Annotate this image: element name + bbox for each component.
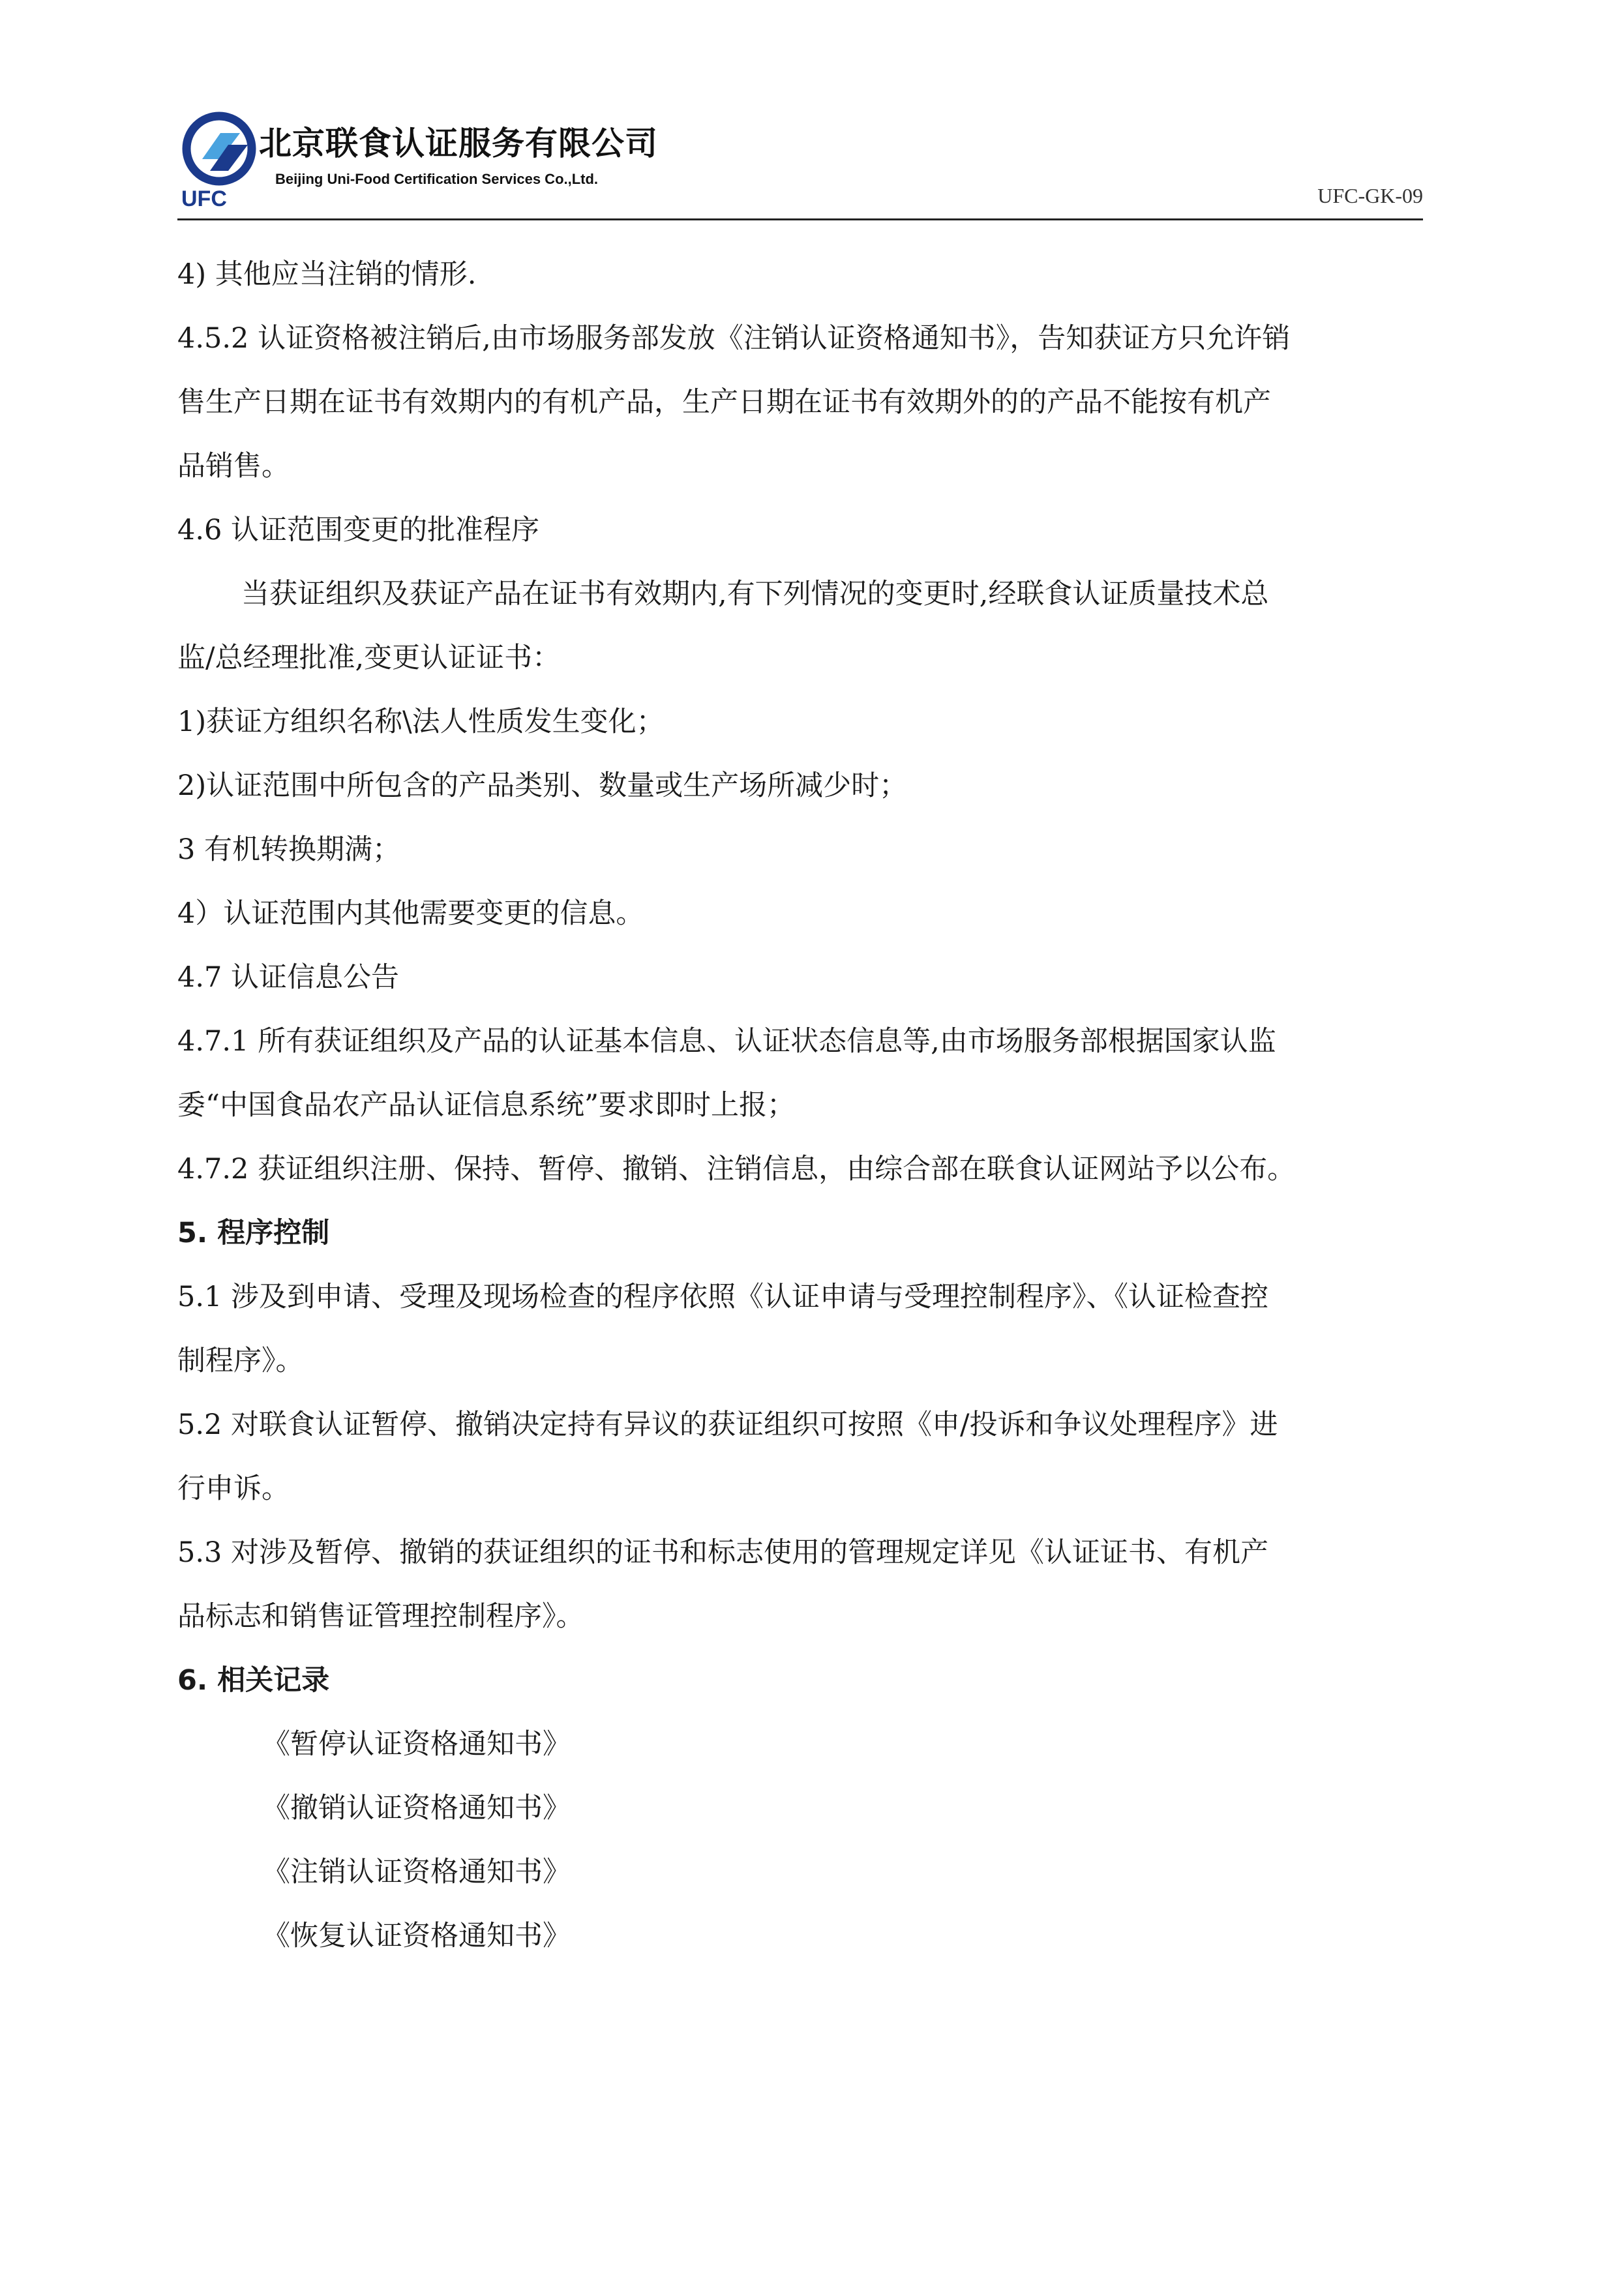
record-item: 《撤销认证资格通知书》	[262, 1792, 571, 1825]
logo-text: UFC	[181, 186, 227, 209]
paragraph-line: 售生产日期在证书有效期内的有机产品，生产日期在证书有效期外的的产品不能按有机产	[177, 386, 1271, 419]
paragraph-line: 当获证组织及获证产品在证书有效期内,有下列情况的变更时,经联食认证质量技术总	[241, 578, 1269, 610]
paragraph-line: 4.7.1 所有获证组织及产品的认证基本信息、认证状态信息等,由市场服务部根据国家认监	[177, 1025, 1276, 1058]
paragraph-line: 行申诉。	[177, 1472, 290, 1505]
document-header	[177, 111, 1423, 222]
paragraph-line: 监/总经理批准,变更认证证书：	[177, 642, 561, 674]
record-item: 《暂停认证资格通知书》	[262, 1728, 571, 1761]
record-item: 《注销认证资格通知书》	[262, 1856, 571, 1888]
paragraph-line: 4.5.2 认证资格被注销后,由市场服务部发放《注销认证资格通知书》，告知获证方只允许销	[177, 322, 1291, 355]
chapter-heading: 6. 相关记录	[177, 1664, 330, 1697]
section-heading: 4.6 认证范围变更的批准程序	[177, 514, 540, 546]
chapter-heading: 5. 程序控制	[177, 1217, 330, 1249]
paragraph-line: 4) 其他应当注销的情形.	[177, 258, 477, 291]
paragraph-line: 4.7.2 获证组织注册、保持、暂停、撤销、注销信息，由综合部在联食认证网站予以公布。	[177, 1153, 1296, 1185]
document-body	[177, 243, 1441, 1968]
list-item: 4）认证范围内其他需要变更的信息。	[177, 897, 644, 930]
section-heading: 4.7 认证信息公告	[177, 961, 400, 994]
list-item: 3 有机转换期满；	[177, 833, 401, 866]
list-item: 2)认证范围中所包含的产品类别、数量或生产场所减少时；	[177, 769, 908, 802]
paragraph-line: 制程序》。	[177, 1345, 304, 1377]
ufc-logo-icon	[177, 111, 260, 209]
company-name-en: Beijing Uni-Food Certification Services Co.,Ltd.	[275, 171, 599, 187]
paragraph-line: 5.1 涉及到申请、受理及现场检查的程序依照《认证申请与受理控制程序》、《认证检查控	[177, 1281, 1269, 1313]
paragraph-line: 5.2 对联食认证暂停、撤销决定持有异议的获证组织可按照《申/投诉和争议处理程序》进	[177, 1409, 1278, 1441]
paragraph-line: 品标志和销售证管理控制程序》。	[177, 1600, 584, 1633]
paragraph-line: 品销售。	[177, 450, 290, 483]
record-item: 《恢复认证资格通知书》	[262, 1920, 571, 1952]
company-name-cn: 北京联食认证服务有限公司	[259, 125, 658, 162]
document-code: UFC-GK-09	[1317, 184, 1423, 207]
header-divider	[177, 218, 1423, 220]
list-item: 1)获证方组织名称\法人性质发生变化；	[177, 706, 665, 738]
paragraph-line: 委“中国食品农产品认证信息系统”要求即时上报；	[177, 1089, 795, 1122]
paragraph-line: 5.3 对涉及暂停、撤销的获证组织的证书和标志使用的管理规定详见《认证证书、有机产	[177, 1536, 1269, 1569]
